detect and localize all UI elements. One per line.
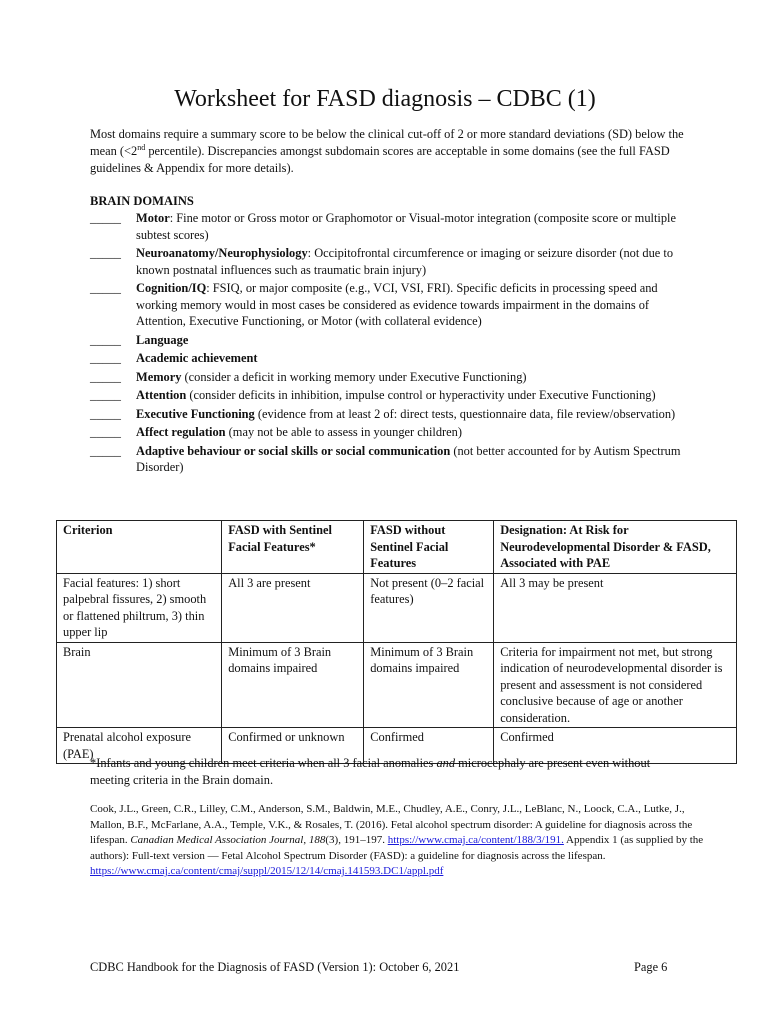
table-cell: Facial features: 1) short palpebral fissures, 2) smooth or flattened philtrum, 3) thin upper lip: [57, 573, 222, 642]
brain-domains-heading: BRAIN DOMAINS: [90, 194, 194, 208]
domain-item-affect: _____ Affect regulation (may not be able to assess in younger children): [90, 425, 462, 439]
page-title: Worksheet for FASD diagnosis – CDBC (1): [174, 86, 596, 112]
table-cell: Minimum of 3 Brain domains impaired: [222, 642, 364, 728]
domain-item-attention: _____ Attention (consider deficits in inhibition, impulse control or hyperactivity under Executive Functioning): [90, 388, 656, 402]
checkbox-blank[interactable]: _____: [90, 281, 121, 295]
checkbox-blank[interactable]: _____: [90, 332, 121, 347]
domain-item-memory: _____ Memory (consider a deficit in working memory under Executive Functioning): [90, 369, 527, 384]
table-header-row: [57, 521, 737, 574]
table-cell: Confirmed or unknown: [222, 728, 364, 764]
domain-item-academic: _____ Academic achievement: [90, 351, 258, 365]
table-cell: Not present (0–2 facial features): [364, 573, 494, 642]
domain-item-neuroanatomy: _____ Neuroanatomy/Neurophysiology: Occipitofrontal circumference or imaging or seizure disorder (not due to known postnatal influences such as traumatic brain injury): [90, 246, 674, 277]
checkbox-blank[interactable]: _____: [90, 369, 121, 384]
footer-handbook-title: CDBC Handbook for the Diagnosis of FASD (Version 1): October 6, 2021: [90, 960, 460, 974]
footer-page-number: Page 6: [634, 960, 668, 974]
checkbox-blank[interactable]: _____: [90, 406, 121, 421]
domain-item-executive: _____ Executive Functioning (evidence from at least 2 of: direct tests, questionnaire data, file review/observation): [90, 406, 676, 421]
checkbox-blank[interactable]: _____: [90, 388, 121, 402]
cmaj-article-link[interactable]: https://www.cmaj.ca/content/188/3/191.: [387, 834, 564, 846]
intro-paragraph: Most domains require a summary score to be below the clinical cut-off of 2 or more standard deviations (SD) below the mean (<2nd percentile). Discrepancies amongst subdomain scores are acceptable in some domains (see the full FASD guidelines & Appendix for more details).: [90, 127, 684, 175]
table-row: [57, 573, 737, 642]
table-row: [57, 642, 737, 728]
checkbox-blank[interactable]: _____: [90, 425, 121, 439]
domain-item-motor: _____ Motor: Fine motor or Gross motor or Graphomotor or Visual-motor integration (composite score or multiple subtest scores): [90, 211, 676, 242]
criteria-table: [56, 520, 737, 764]
domain-item-adaptive: _____ Adaptive behaviour or social skills or social communication (not better accounted for by Autism Spectrum Disorder): [90, 443, 681, 474]
checkbox-blank[interactable]: _____: [90, 211, 121, 225]
domain-item-cognition: _____ Cognition/IQ: FSIQ, or major composite (e.g., VCI, VSI, FRI). Specific deficits in processing speed and working memory would in most cases be considered as evidence towards impairment in the domains of Attention, Executive Functioning, or Motor (with collateral evidence): [90, 281, 658, 328]
table-cell: Minimum of 3 Brain domains impaired: [364, 642, 494, 728]
table-cell: All 3 are present: [222, 573, 364, 642]
table-cell: Confirmed: [494, 728, 737, 764]
domain-item-language: _____ Language: [90, 332, 189, 347]
reference-citation: Cook, J.L., Green, C.R., Lilley, C.M., Anderson, S.M., Baldwin, M.E., Chudley, A.E., Conry, J.L., LeBlanc, N., Loock, C.A., Lutke, J., Mallon, B.F., McFarlane, A.A., Temple, V.K., & Rosales, T. (2016). Fetal alcohol spectrum disorder: A guideline for diagnosis across the lifespan. Canadian Medical Association Journal, 188(3), 191–197. https://www.cmaj.ca/content/188/3/191. Appendix 1 (as supplied by the authors): Full-text version — Fetal Alcohol Spectrum Disorder (FASD): a guideline for diagnosis across the lifespan. https://www.cmaj.ca/content/cmaj/suppl/2015/12/14/cmaj.141593.DC1/appl.pdf: [90, 803, 704, 877]
table-header: Criterion: [57, 521, 222, 574]
checkbox-blank[interactable]: _____: [90, 443, 121, 458]
table-footnote: *Infants and young children meet criteria when all 3 facial anomalies and microcephaly are present even without meeting criteria in the Brain domain.: [90, 756, 651, 787]
table-cell: Criteria for impairment not met, but strong indication of neurodevelopmental disorder is present and assessment is not considered conclusive because of age or another consideration.: [494, 642, 737, 728]
table-header: Designation: At Risk for Neurodevelopmental Disorder & FASD, Associated with PAE: [494, 521, 737, 574]
brain-domain-list: [90, 210, 690, 478]
cmaj-appendix-link[interactable]: https://www.cmaj.ca/content/cmaj/suppl/2015/12/14/cmaj.141593.DC1/appl.pdf: [90, 865, 444, 877]
table-cell: Confirmed: [364, 728, 494, 764]
table-header: FASD with Sentinel Facial Features*: [222, 521, 364, 574]
checkbox-blank[interactable]: _____: [90, 246, 121, 260]
table-header: FASD without Sentinel Facial Features: [364, 521, 494, 574]
checkbox-blank[interactable]: _____: [90, 351, 121, 365]
table-cell: Brain: [57, 642, 222, 728]
table-cell: Prenatal alcohol exposure (PAE): [57, 728, 222, 764]
table-cell: All 3 may be present: [494, 573, 737, 642]
